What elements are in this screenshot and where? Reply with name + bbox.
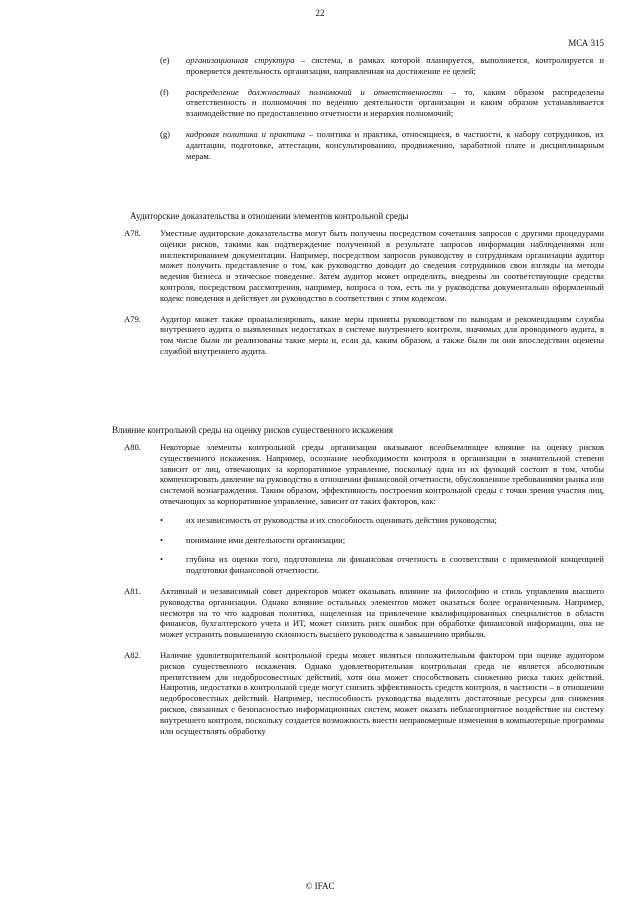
bullet-item — [0, 554, 640, 576]
list-definition: – то, каким образом распределены ответственность и полномочия по ведению деятельности организации и каким образом устанавливается взаимодействие по предоставлению отчетности и иерархия полномочий; — [186, 86, 604, 119]
list-term: организационная структура — [186, 55, 295, 65]
list-label: (f) — [160, 86, 169, 97]
list-block — [0, 55, 640, 161]
bullet-text: их независимость от руководства и их способность оценивать действия руководства; — [186, 514, 497, 525]
bullet-icon: • — [160, 514, 164, 525]
paragraph-number: A80. — [124, 442, 141, 452]
paragraph-number: A81. — [124, 585, 141, 596]
list-item-e — [0, 55, 640, 77]
list-term: распределение должностных полномочий и ответственности — [186, 86, 443, 97]
paragraphs-block-2 — [0, 442, 640, 736]
paragraph-text: Аудитор может также проанализировать, какие меры приняты руководством по выводам и рекомендациям службы внутреннего аудита о выявленных недостатках в системе внутреннего контроля, значимых для проводимого аудита, в том числе были ли реализованы такие меры и, если да, каким образом, а также были ли они впоследствии оценены службой внутреннего аудита. — [160, 313, 604, 356]
paragraph-text: Уместные аудиторские доказательства могут быть получены посредством сочетания запросов с другими процедурами оценки рисков, такими как подтверждение полученной в результате запросов информации наблюдениями или инспектированием документации. Например, посредством запросов руководству и сотрудникам организации аудитор может получить представление о том, как руководство доводит до сведения сотрудников свои взгляды на методы ведения бизнеса и этическое поведение. Затем аудитор может определить, внедрены ли соответствующие средства контроля, посредством рассмотрения, например, вопроса о том, есть ли у руководства документально оформленный кодекс поведения и действует ли руководство в соответствии с этим кодексом. — [160, 228, 604, 303]
list-definition: – система, в рамках которой планируется, выполняется, контролируется и проверяется деятельность организации, направленная на достижение ее целей; — [186, 55, 604, 76]
list-item-f — [0, 87, 640, 119]
paragraph-number: A78. — [124, 228, 141, 238]
list-text — [186, 129, 604, 161]
paragraph-text: Наличие удовлетворительной контрольной среды может являться положительным фактором при оценке аудитором рисков существенного искажения. Однако удовлетворительная контрольная среда не является абсолютным препятствием для недобросовестных действий, хотя она может способствовать снижению риска таких действий. Напротив, недостатки в контрольной среде могут снизить эффективность средств контроля, в частности – в отношении недобросовестных действий. Например, неспособность руководства выделить достаточные ресурсы для снижения рисков, связанных с безопасностью информационных систем, может оказать неблагоприятное воздействие на систему внутреннего контроля, поскольку создается возможность внести неправомерные изменения в компьютерные программы или осуществлять обработку — [160, 649, 604, 736]
bullet-item — [0, 535, 640, 546]
list-label: (g) — [160, 128, 171, 139]
list-item-g — [0, 129, 640, 161]
list-term: кадровая политика и практика — [186, 128, 306, 139]
bullet-icon: • — [160, 534, 164, 545]
list-text — [186, 55, 604, 77]
paragraph-a79 — [0, 314, 640, 357]
list-label: (e) — [160, 55, 170, 65]
document-code: МСА 315 — [568, 38, 604, 48]
paragraph-text: Активный и независимый совет директоров может оказывать влияние на философию и стиль управления высшего руководства организации. Однако влияние остальных элементов может оказаться более ограниченным. Например, несмотря на то что кадровая политика, нацеленная на привлечение квалифицированных специалистов в области финансов, бухгалтерского учета и ИТ, может снизить риск ошибок при обработке финансовой информации, она не может устранить повышенную склонность высшего руководства к завышению прибыли. — [160, 585, 604, 640]
bullet-text: глубина их оценки того, подготовлена ли финансовая отчетность в соответствии с применимой концепцией подготовки финансовой отчетности. — [186, 554, 604, 576]
paragraph-number: A82. — [124, 649, 141, 660]
paragraph-a80 — [0, 442, 640, 507]
paragraphs-block-1 — [0, 228, 640, 357]
bullet-icon: • — [160, 554, 164, 565]
paragraph-a82 — [0, 650, 640, 736]
section-heading-influence: Влияние контрольной среды на оценку рисков существенного искажения — [112, 425, 394, 435]
bullet-text: понимание ими деятельности организации; — [186, 534, 346, 545]
list-text — [186, 87, 604, 119]
section-heading-evidence: Аудиторские доказательства в отношении элементов контрольной среды — [130, 211, 409, 221]
page-number: 22 — [315, 8, 325, 18]
paragraph-number: A79. — [124, 313, 141, 324]
paragraph-a78 — [0, 228, 640, 304]
list-definition: – политика и практика, относящиеся, в частности, к набору сотрудников, их адаптации, подготовке, аттестации, консультированию, продвижению, заработной плате и дисциплинарным мерам. — [186, 128, 604, 161]
paragraph-text: Некоторые элементы контрольной среды организации оказывают всеобъемлющее влияние на оценку рисков существенного искажения. Например, осознание необходимости контроля в организации в значительной степени зависит от лиц, отвечающих за корпоративное управление, поскольку одна из их функций состоит в том, чтобы компенсировать давление на руководство в отношении финансовой отчетности, обусловленное требованиями рынка или системой вознаграждения. Таким образом, эффективность построения контрольной среды с точки зрения участия лиц, отвечающих за корпоративное управление, зависит от таких факторов, как: — [160, 442, 604, 506]
bullet-item — [0, 515, 640, 526]
paragraph-a81 — [0, 586, 640, 640]
footer-copyright: © IFAC — [305, 881, 335, 891]
